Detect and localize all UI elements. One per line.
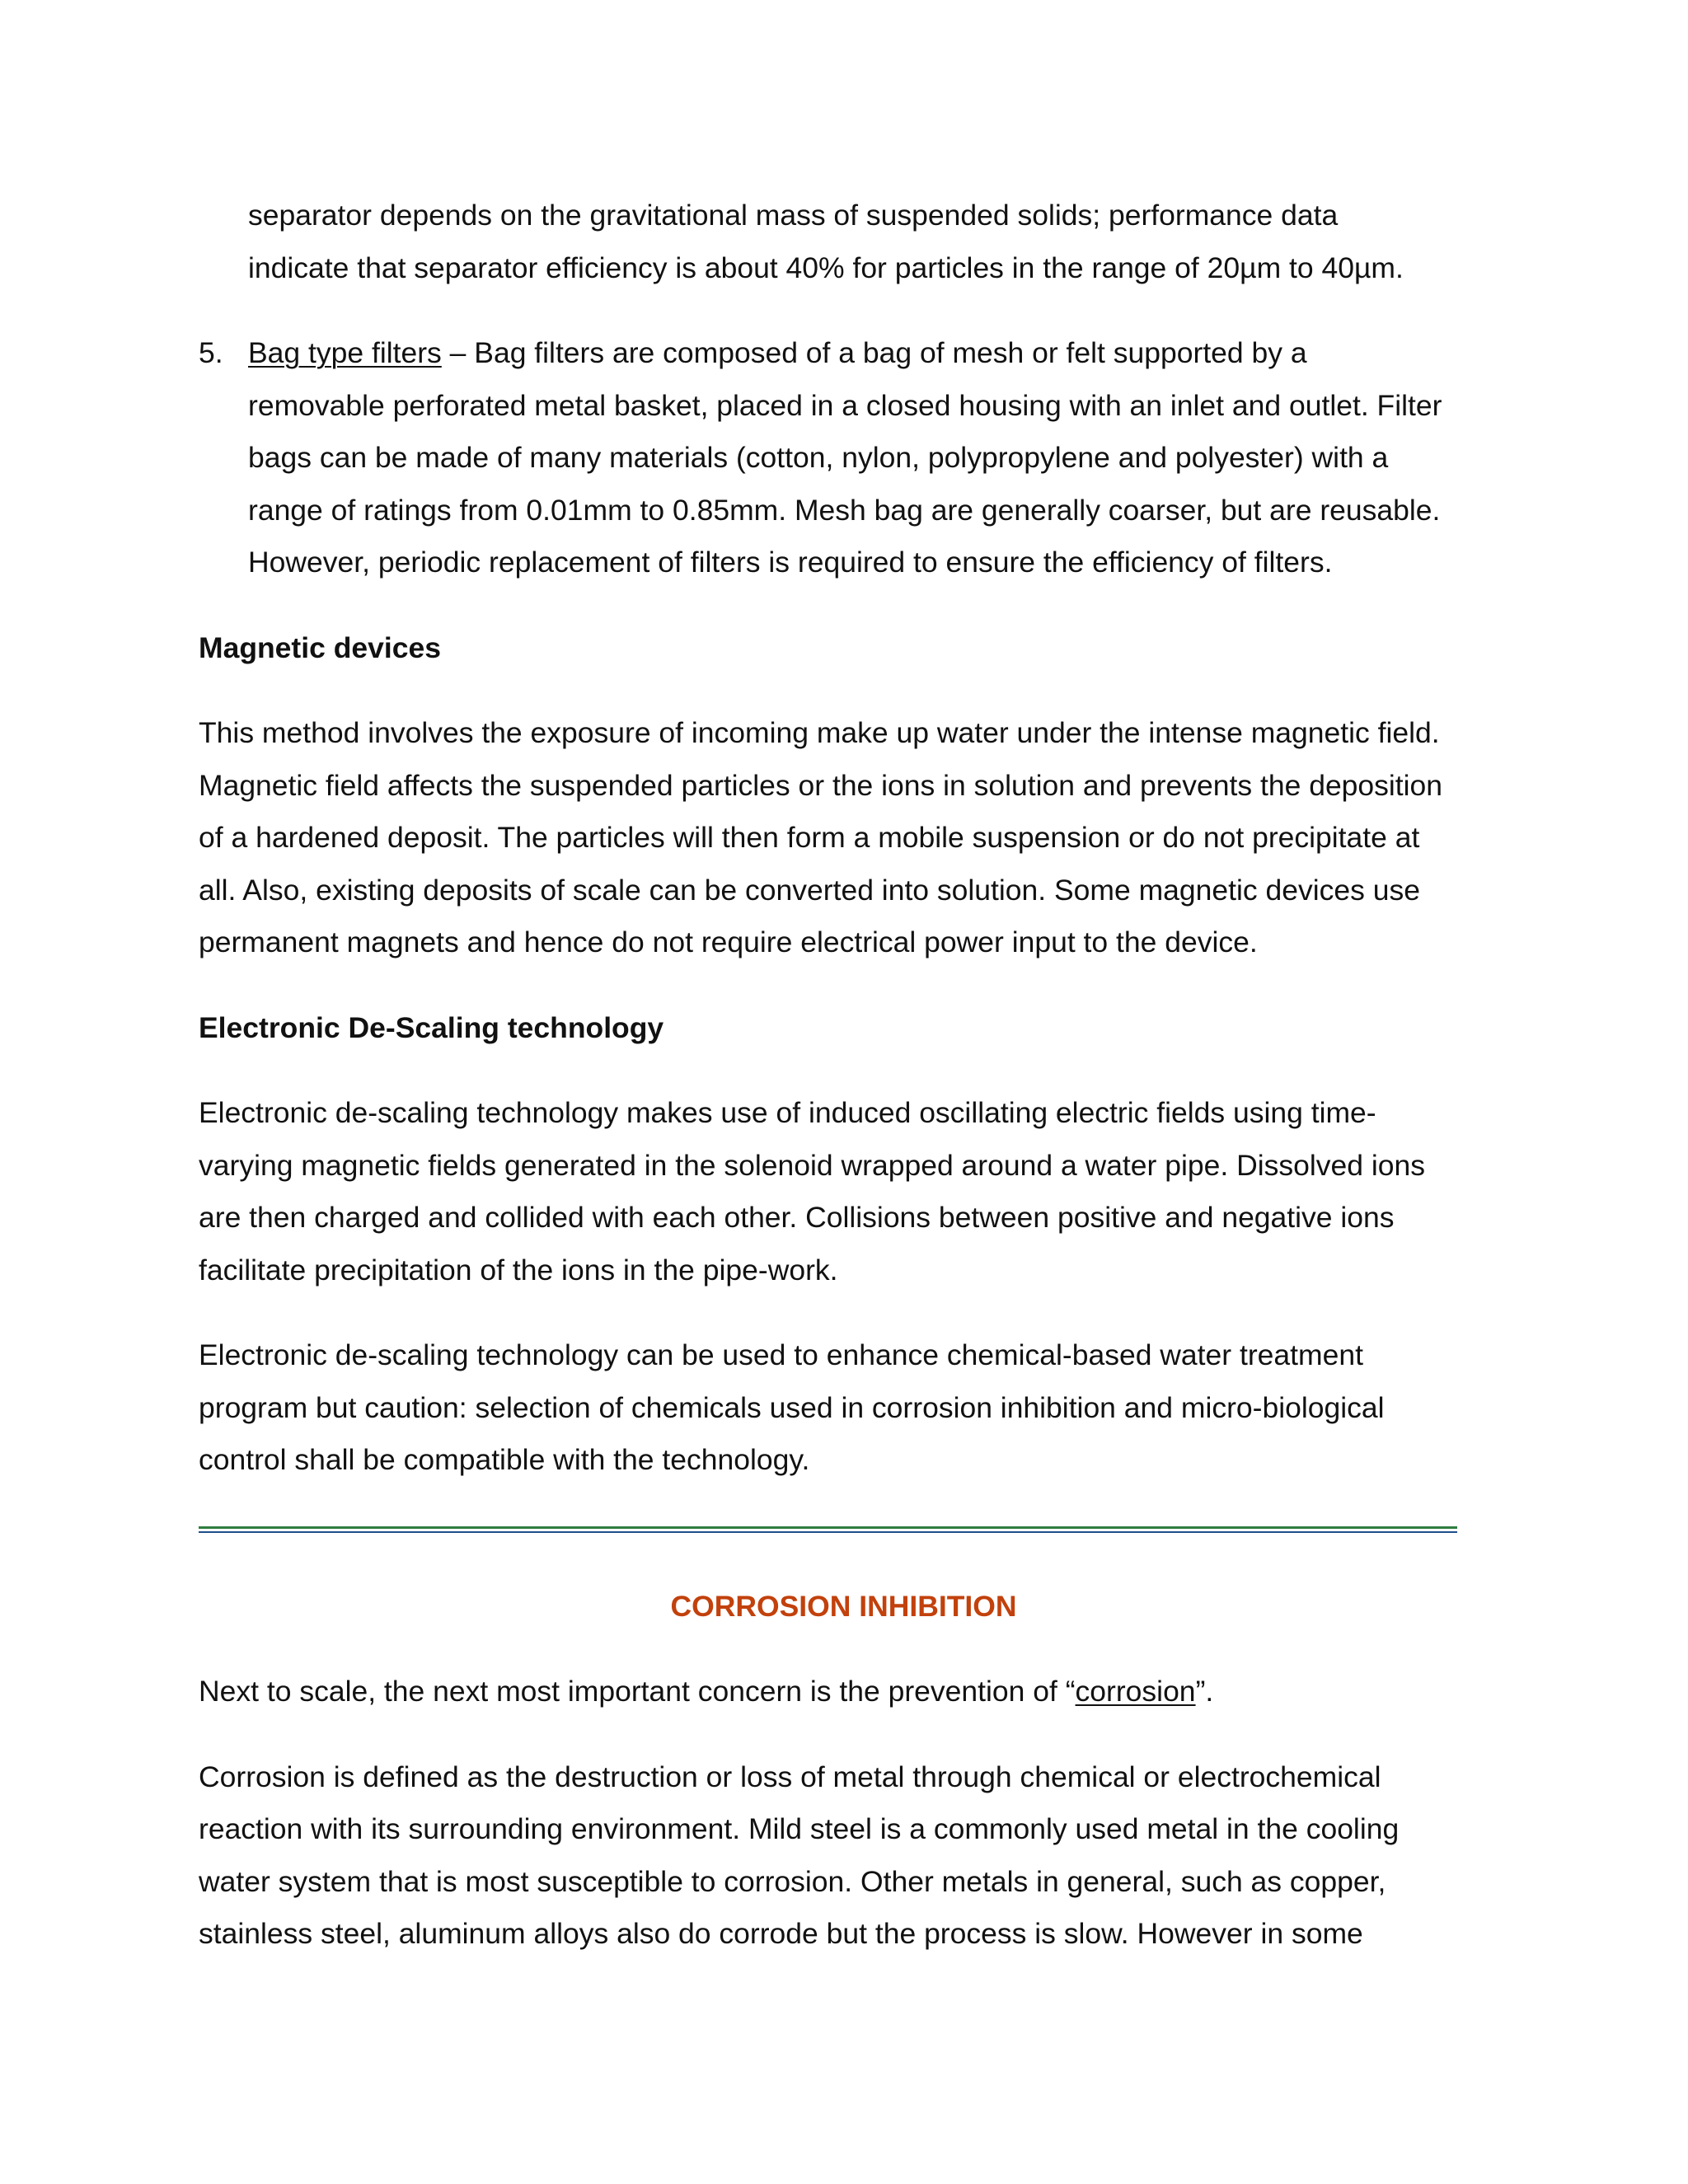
corrosion-term: corrosion [1075, 1675, 1196, 1708]
magnetic-devices-paragraph [199, 707, 1501, 969]
text-line: are then charged and collided with each other. Collisions between positive and negative ions [199, 1201, 1395, 1234]
list-item-bag-type-filters [199, 327, 1501, 589]
heading-electronic-descaling: Electronic De-Scaling technology [199, 1010, 664, 1044]
text-line: Magnetic field affects the suspended particles or the ions in solution and prevents the deposition [199, 768, 1443, 802]
text-line: water system that is most susceptible to corrosion. Other metals in general, such as copper, [199, 1864, 1386, 1898]
text-line: separator depends on the gravitational mass of suspended solids; performance data [248, 199, 1339, 232]
text-line: control shall be compatible with the technology. [199, 1443, 810, 1476]
separator-paragraph-continuation [199, 190, 1501, 294]
text-line: However, periodic replacement of filters is required to ensure the efficiency of filters. [248, 546, 1333, 579]
bag-type-filters-term: Bag type filters [248, 336, 442, 369]
electronic-descaling-paragraph-2 [199, 1329, 1501, 1487]
text-span: Next to scale, the next most important concern is the prevention of “ [199, 1675, 1076, 1708]
text-line: stainless steel, aluminum alloys also do corrode but the process is slow. However in some [199, 1917, 1363, 1950]
electronic-descaling-paragraph-1 [199, 1087, 1501, 1296]
divider-line-green [199, 1526, 1457, 1529]
text-line: reaction with its surrounding environment. Mild steel is a commonly used metal in the cooling [199, 1812, 1400, 1845]
text-span: – Bag filters are composed of a bag of mesh or felt supported by a [441, 336, 1307, 369]
corrosion-definition-paragraph [199, 1751, 1501, 1961]
text-line: of a hardened deposit. The particles will then form a mobile suspension or do not precipitate at [199, 821, 1420, 854]
section-title-corrosion-inhibition: CORROSION INHIBITION [670, 1589, 1017, 1623]
text-line [248, 327, 1501, 380]
text-line: This method involves the exposure of incoming make up water under the intense magnetic field. [199, 716, 1440, 749]
text-line: program but caution: selection of chemicals used in corrosion inhibition and micro-biological [199, 1390, 1385, 1424]
text-line: Electronic de-scaling technology can be used to enhance chemical-based water treatment [199, 1338, 1363, 1371]
text-line: varying magnetic fields generated in the solenoid wrapped around a water pipe. Dissolved ions [199, 1148, 1425, 1182]
text-line: indicate that separator efficiency is about 40% for particles in the range of 20µm to 40µm. [248, 251, 1404, 284]
text-line: all. Also, existing deposits of scale can be converted into solution. Some magnetic devices use [199, 873, 1420, 907]
text-line: range of ratings from 0.01mm to 0.85mm. Mesh bag are generally coarser, but are reusable. [248, 493, 1441, 527]
text-line: Corrosion is defined as the destruction or loss of metal through chemical or electrochemical [199, 1760, 1381, 1793]
corrosion-intro-line [199, 1666, 1501, 1718]
text-line: permanent magnets and hence do not require electrical power input to the device. [199, 926, 1258, 958]
text-line: bags can be made of many materials (cotton, nylon, polypropylene and polyester) with a [248, 441, 1389, 474]
divider-line-blue [199, 1531, 1457, 1533]
list-number: 5. [199, 336, 223, 369]
text-span: ”. [1195, 1675, 1214, 1708]
text-line: removable perforated metal basket, placed in a closed housing with an inlet and outlet. Filter [248, 388, 1442, 422]
text-line: facilitate precipitation of the ions in the pipe-work. [199, 1253, 838, 1286]
heading-magnetic-devices: Magnetic devices [199, 630, 441, 664]
section-divider [199, 1526, 1457, 1533]
page-content [199, 190, 1501, 1961]
text-line: Electronic de-scaling technology makes use of induced oscillating electric fields using time- [199, 1096, 1376, 1129]
